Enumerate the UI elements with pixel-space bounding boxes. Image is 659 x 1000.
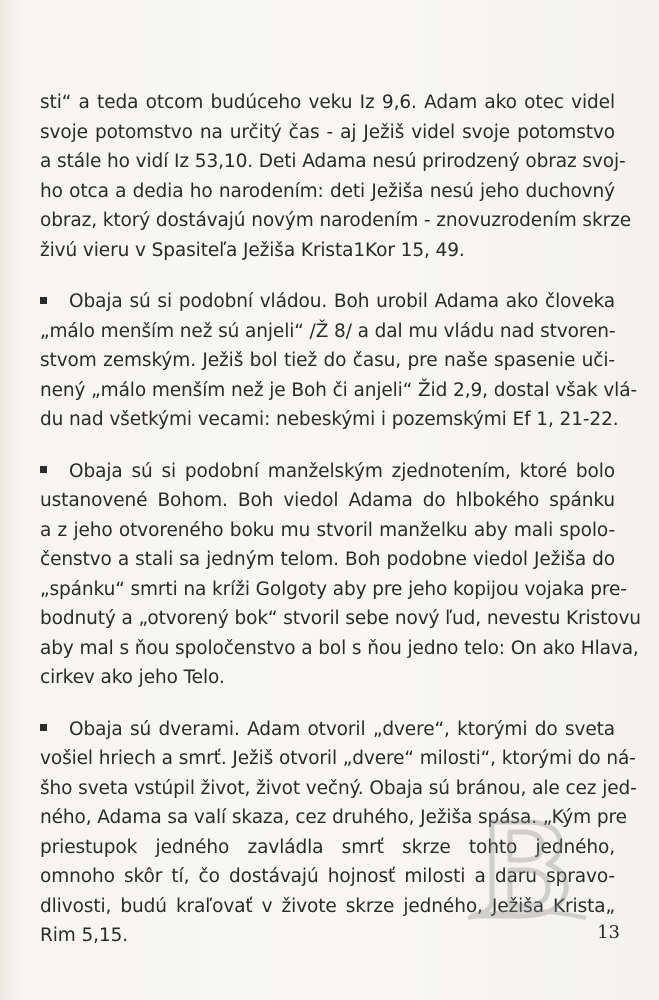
text-line	[40, 317, 615, 347]
text-line	[40, 486, 615, 516]
text-line	[40, 346, 615, 376]
bullet-paragraph	[40, 287, 638, 435]
line-text: stvom zemským. Ježiš bol tiež do času, pre naše spasenie uči-	[40, 350, 615, 371]
line-text: ustanovené Bohom. Boh viedol Adama do hlbokého spánku	[40, 490, 615, 511]
line-text: omnoho skôr tí, čo dostávajú hojnosť milosti a daru spravo-	[40, 866, 615, 887]
line-text: du nad všetkými vecami: nebeskými i pozemskými Ef 1, 21-22.	[40, 409, 619, 430]
line-text: ho otca a dedia ho narodením: deti Ježiša nesú jeho duchovný	[40, 180, 615, 202]
text-line	[40, 604, 641, 634]
square-bullet-icon	[40, 724, 47, 731]
text-line	[40, 516, 615, 546]
text-line	[40, 147, 626, 177]
paragraph-gap	[40, 435, 615, 457]
line-text: ného, Adama sa valí skaza, cez druhého, Ježiša spása. „Kým pre	[40, 807, 627, 828]
text-line	[40, 287, 615, 317]
line-text: šho sveta vstúpil život, život večný. Obaja sú bránou, ale cez jed-	[40, 777, 637, 799]
text-line	[40, 744, 636, 774]
line-text: Obaja sú si podobní manželským zjednotením, ktoré bolo	[69, 460, 615, 482]
page-number: 13	[597, 922, 620, 943]
line-text: cirkev ako jeho Telo.	[40, 667, 225, 688]
line-text: „málo menším než sú anjeli“ /Ž 8/ a dal mu vládu nad stvoren-	[40, 320, 616, 342]
bullet-paragraph	[40, 457, 641, 693]
text-line	[40, 206, 631, 236]
line-text: a z jeho otvoreného boku mu stvoril manželku aby mali spolo-	[40, 519, 615, 541]
b-letter-logo-icon	[462, 812, 592, 922]
line-text: Obaja sú dverami. Adam otvoril „dvere“, ktorými do sveta	[69, 718, 615, 740]
square-bullet-icon	[40, 297, 47, 304]
text-line	[40, 457, 615, 487]
line-text: dlivosti, budú kraľovať v živote skrze jedného, Ježiša Krista„	[40, 895, 615, 917]
line-text: obraz, ktorý dostávajú novým narodením - znovuzrodením skrze	[40, 210, 631, 231]
line-text: vošiel hriech a smrť. Ježiš otvoril „dvere“ milosti“, ktorými do ná-	[40, 748, 636, 769]
paragraph-gap	[40, 693, 615, 715]
line-text: živú vieru v Spasiteľa Ježiša Krista1Kor 15, 49.	[40, 239, 465, 261]
text-line	[40, 177, 615, 207]
text-line	[40, 663, 615, 693]
line-text: čenstvo a stali sa jedným telom. Boh podobne viedol Ježiša do	[40, 549, 615, 570]
text-line	[40, 634, 639, 664]
paragraph	[40, 88, 631, 265]
line-text: svoje potomstvo na určitý čas - aj Ježiš videl svoje potomstvo	[40, 121, 615, 143]
text-line	[40, 921, 615, 951]
line-text: priestupok jedného zavládla smrť skrze tohto jedného,	[40, 836, 615, 858]
square-bullet-icon	[40, 466, 47, 473]
text-line	[40, 376, 638, 406]
text-line	[40, 715, 615, 745]
line-text: „spánku“ smrti na kríži Golgoty aby pre jeho kopijou vojaka pre-	[40, 578, 627, 600]
text-line	[40, 774, 637, 804]
text-line	[40, 405, 619, 435]
paragraph-gap	[40, 265, 615, 287]
text-line	[40, 545, 615, 575]
text-line	[40, 575, 627, 605]
line-text: bodnutý a „otvorený bok“ stvoril sebe nový ľud, nevestu Kristovu	[40, 608, 641, 629]
line-text: a stále ho vidí Iz 53,10. Deti Adama nesú prirodzený obraz svoj-	[40, 151, 626, 172]
text-line	[40, 118, 615, 148]
line-text: nený „málo menším než je Boh či anjeli“ Žid 2,9, dostal však vlá-	[40, 379, 638, 401]
text-line	[40, 88, 615, 118]
line-text: aby mal s ňou spoločenstvo a bol s ňou jedno telo: On ako Hlava,	[40, 637, 639, 659]
line-text: sti“ a teda otcom budúceho veku Iz 9,6. Adam ako otec videl	[40, 92, 615, 113]
text-line	[40, 236, 615, 266]
line-text: Obaja sú si podobní vládou. Boh urobil Adama ako človeka	[69, 291, 615, 312]
line-text: Rim 5,15.	[40, 925, 129, 946]
